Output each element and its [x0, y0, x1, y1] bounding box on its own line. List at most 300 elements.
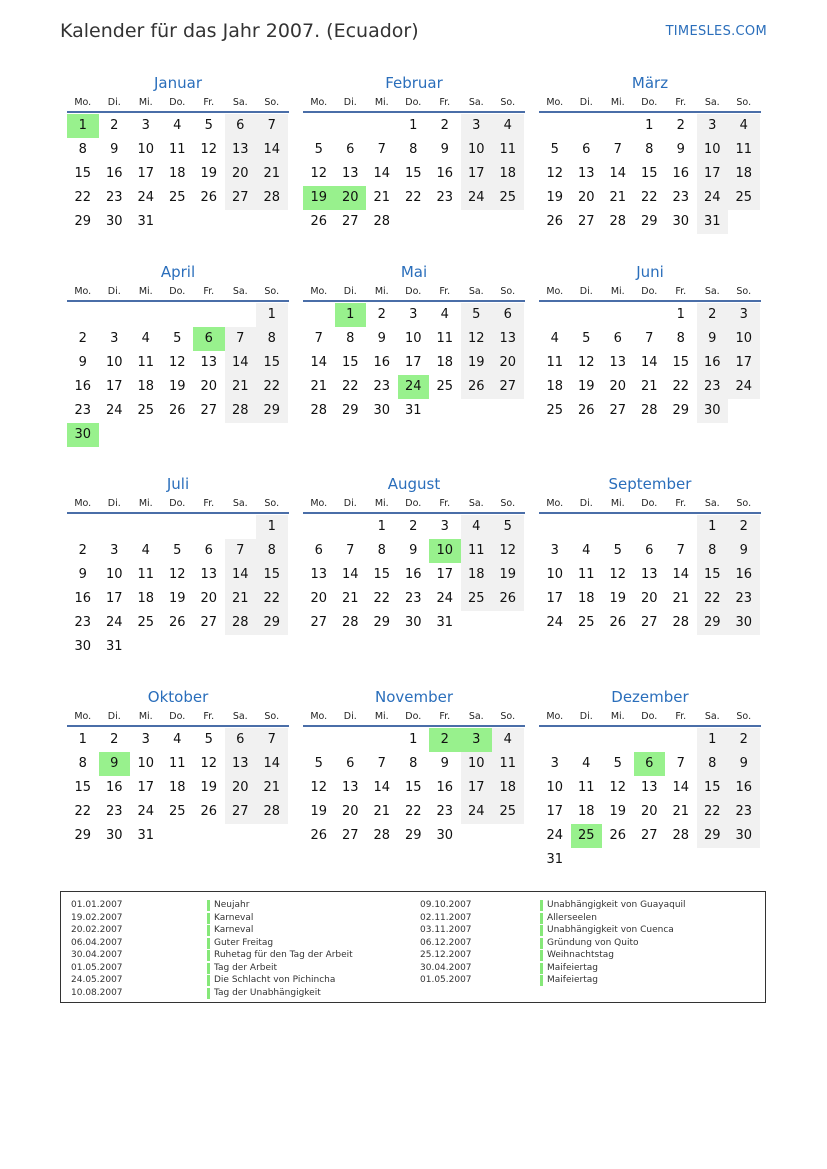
weekend-day-cell: 28	[256, 800, 288, 824]
weekend-day-cell: 28	[225, 611, 257, 635]
weekend-day-cell: 30	[728, 824, 760, 848]
day-cell: 14	[609, 166, 627, 181]
weekend-day-cell: 23	[697, 375, 729, 399]
day-cell: 11	[436, 331, 454, 346]
weekend-day-cell: 17	[728, 351, 760, 375]
day-cell: 11	[137, 567, 155, 582]
weekend-day-cell: 1	[256, 303, 288, 327]
day-cell: 19	[577, 379, 595, 394]
day-cell: 22	[404, 804, 422, 819]
empty-day-cell	[665, 515, 697, 539]
day-cell: 22	[373, 591, 391, 606]
day-cell: 5	[173, 543, 182, 558]
day-cell: 23	[436, 190, 454, 205]
weekend-day-cell: 2	[697, 303, 729, 327]
empty-day-cell	[256, 210, 288, 234]
day-cell: 4	[141, 543, 150, 558]
legend-date: 20.02.2007	[71, 925, 123, 935]
empty-day-cell	[665, 848, 697, 872]
day-cell: 17	[105, 379, 123, 394]
site-logo-text[interactable]: TIMESLES.COM	[665, 24, 767, 39]
legend-holiday-name: Karneval	[214, 925, 254, 935]
weekend-day-cell: 14	[256, 138, 288, 162]
weekday-label: Mi.	[610, 286, 625, 297]
legend-item	[71, 899, 401, 912]
legend-date: 03.11.2007	[420, 925, 472, 935]
day-cell: 30	[105, 828, 123, 843]
weekend-day-cell: 18	[728, 162, 760, 186]
month-11	[539, 687, 761, 872]
weekend-day-cell: 9	[728, 752, 760, 776]
day-cell: 5	[582, 331, 591, 346]
holiday-day-cell: 2	[429, 728, 461, 752]
day-cell: 30	[436, 828, 454, 843]
day-cell: 8	[346, 331, 355, 346]
weekday-label: Do.	[405, 286, 422, 297]
day-cell: 21	[341, 591, 359, 606]
day-cell: 25	[436, 379, 454, 394]
day-cell: 29	[404, 828, 422, 843]
day-cell: 19	[609, 804, 627, 819]
day-cell: 26	[577, 403, 595, 418]
day-cell: 23	[105, 190, 123, 205]
weekday-label: Mi.	[138, 498, 153, 509]
legend-color-marker	[207, 988, 210, 999]
week-row	[539, 162, 761, 186]
week-row	[303, 210, 525, 234]
weekday-label: Do.	[641, 286, 658, 297]
weekday-label: Sa.	[468, 711, 484, 722]
day-cell: 28	[373, 828, 391, 843]
day-cell: 5	[613, 756, 622, 771]
weekday-label: Mi.	[374, 498, 389, 509]
day-cell: 25	[168, 190, 186, 205]
week-row	[539, 587, 761, 611]
day-cell: 13	[341, 780, 359, 795]
legend-date: 01.05.2007	[71, 962, 123, 973]
day-cell: 2	[110, 732, 119, 747]
day-cell: 9	[78, 355, 87, 370]
weekday-label: Mo.	[74, 97, 92, 108]
week-row	[67, 423, 289, 447]
weekend-day-cell: 22	[256, 587, 288, 611]
month-name: September	[608, 475, 692, 493]
day-cell: 26	[546, 214, 564, 229]
day-cell: 28	[373, 214, 391, 229]
weekend-day-cell: 9	[697, 327, 729, 351]
day-cell: 8	[377, 543, 386, 558]
weekend-day-cell: 21	[225, 587, 257, 611]
week-row	[67, 515, 289, 539]
day-cell: 11	[546, 355, 564, 370]
weekend-day-cell: 3	[461, 114, 493, 138]
legend-date: 02.11.2007	[420, 912, 472, 923]
day-cell: 3	[141, 732, 150, 747]
legend-item	[71, 987, 401, 1000]
week-row	[67, 539, 289, 563]
weekend-day-cell: 4	[492, 728, 524, 752]
weekend-day-cell: 5	[492, 515, 524, 539]
weekday-label: Sa.	[704, 711, 720, 722]
day-cell: 18	[137, 591, 155, 606]
day-cell: 18	[436, 355, 454, 370]
week-row	[303, 752, 525, 776]
weekday-label: Fr.	[203, 286, 215, 297]
weekend-day-cell: 13	[492, 327, 524, 351]
day-cell: 16	[105, 166, 123, 181]
day-cell: 8	[676, 331, 685, 346]
weekend-day-cell: 8	[697, 539, 729, 563]
day-cell: 20	[341, 804, 359, 819]
weekend-day-cell: 20	[225, 776, 257, 800]
day-cell: 30	[74, 639, 92, 654]
day-cell: 12	[168, 567, 186, 582]
month-7	[303, 474, 525, 635]
day-cell: 29	[672, 403, 690, 418]
day-cell: 19	[168, 591, 186, 606]
day-cell: 17	[137, 780, 155, 795]
weekend-day-cell: 15	[697, 776, 729, 800]
legend-item	[420, 899, 750, 912]
weekend-day-cell: 16	[697, 351, 729, 375]
weekend-day-cell: 23	[728, 800, 760, 824]
weekend-day-cell: 27	[492, 375, 524, 399]
weekend-day-cell: 25	[728, 186, 760, 210]
day-cell: 31	[404, 403, 422, 418]
weekday-label: Mo.	[546, 286, 564, 297]
weekend-day-cell: 4	[728, 114, 760, 138]
legend-holiday-name: Tag der Arbeit	[214, 962, 278, 973]
day-cell: 5	[314, 142, 323, 157]
empty-day-cell	[461, 399, 493, 423]
month-name: November	[374, 688, 454, 706]
week-row	[67, 635, 289, 659]
empty-day-cell	[697, 848, 729, 872]
day-cell: 6	[314, 543, 323, 558]
empty-day-cell	[665, 728, 697, 752]
week-row	[67, 563, 289, 587]
empty-day-cell	[303, 303, 335, 327]
day-cell: 12	[310, 780, 328, 795]
day-cell: 21	[672, 591, 690, 606]
weekday-label: Do.	[641, 97, 658, 108]
day-cell: 8	[409, 756, 418, 771]
weekend-day-cell: 15	[256, 563, 288, 587]
day-cell: 13	[640, 780, 658, 795]
holiday-day-cell: 3	[461, 728, 493, 752]
weekday-label: Sa.	[232, 711, 248, 722]
day-cell: 19	[168, 379, 186, 394]
weekday-label: Sa.	[704, 498, 720, 509]
empty-day-cell	[225, 635, 257, 659]
day-cell: 8	[645, 142, 654, 157]
legend-item	[71, 949, 401, 962]
day-cell: 31	[436, 615, 454, 630]
day-cell: 18	[577, 804, 595, 819]
day-cell: 13	[609, 355, 627, 370]
week-row	[539, 375, 761, 399]
weekend-day-cell: 3	[728, 303, 760, 327]
empty-day-cell	[99, 423, 131, 447]
weekend-day-cell: 30	[728, 611, 760, 635]
day-cell: 14	[672, 780, 690, 795]
day-cell: 31	[105, 639, 123, 654]
day-cell: 3	[409, 307, 418, 322]
empty-day-cell	[634, 728, 666, 752]
empty-day-cell	[492, 210, 524, 234]
day-cell: 30	[105, 214, 123, 229]
holiday-day-cell: 6	[634, 752, 666, 776]
weekend-day-cell: 26	[461, 375, 493, 399]
week-row	[303, 303, 525, 327]
week-row	[539, 399, 761, 423]
weekday-label: Sa.	[704, 286, 720, 297]
day-cell: 24	[137, 804, 155, 819]
day-cell: 12	[200, 142, 218, 157]
weekend-day-cell: 10	[461, 138, 493, 162]
weekday-label: Mi.	[138, 711, 153, 722]
weekend-day-cell: 12	[461, 327, 493, 351]
holiday-day-cell: 10	[429, 539, 461, 563]
weekend-day-cell: 30	[697, 399, 729, 423]
weekend-day-cell: 3	[697, 114, 729, 138]
day-cell: 15	[341, 355, 359, 370]
empty-day-cell	[303, 515, 335, 539]
day-cell: 8	[78, 142, 87, 157]
weekend-day-cell: 16	[728, 563, 760, 587]
legend-date: 30.04.2007	[420, 962, 472, 973]
weekday-label: Fr.	[675, 286, 687, 297]
weekday-label: Mi.	[374, 286, 389, 297]
legend-holiday-name: Allerseelen	[547, 912, 597, 923]
legend-color-marker	[207, 913, 210, 924]
empty-day-cell	[539, 303, 571, 327]
day-cell: 22	[672, 379, 690, 394]
empty-day-cell	[162, 210, 194, 234]
empty-day-cell	[429, 399, 461, 423]
week-row	[303, 162, 525, 186]
weekend-day-cell: 22	[697, 587, 729, 611]
weekend-day-cell: 10	[697, 138, 729, 162]
weekday-label: Di.	[343, 97, 357, 108]
week-row	[539, 539, 761, 563]
weekday-label: Sa.	[704, 97, 720, 108]
day-cell: 6	[204, 543, 213, 558]
empty-day-cell	[571, 515, 603, 539]
weekday-label: Sa.	[468, 286, 484, 297]
weekend-day-cell: 26	[492, 587, 524, 611]
day-cell: 23	[672, 190, 690, 205]
day-cell: 24	[546, 615, 564, 630]
empty-day-cell	[571, 848, 603, 872]
legend-item	[71, 912, 401, 925]
empty-day-cell	[539, 728, 571, 752]
holiday-day-cell: 20	[335, 186, 367, 210]
day-cell: 27	[609, 403, 627, 418]
week-row	[67, 375, 289, 399]
day-cell: 11	[168, 142, 186, 157]
legend-column-right	[420, 899, 750, 987]
day-cell: 1	[78, 732, 87, 747]
weekday-label: Mo.	[74, 711, 92, 722]
day-cell: 21	[373, 804, 391, 819]
empty-day-cell	[225, 824, 257, 848]
weekend-day-cell: 13	[225, 752, 257, 776]
week-row	[539, 303, 761, 327]
empty-day-cell	[99, 515, 131, 539]
week-row	[303, 515, 525, 539]
month-name: Mai	[400, 263, 428, 281]
week-row	[67, 327, 289, 351]
weekday-label: Sa.	[232, 498, 248, 509]
weekend-day-cell: 18	[461, 563, 493, 587]
day-cell: 14	[341, 567, 359, 582]
weekend-day-cell: 28	[225, 399, 257, 423]
empty-day-cell	[162, 635, 194, 659]
day-cell: 2	[78, 331, 87, 346]
weekend-day-cell: 15	[256, 351, 288, 375]
empty-day-cell	[162, 824, 194, 848]
legend-date: 24.05.2007	[71, 975, 123, 985]
holiday-legend	[60, 891, 766, 1003]
weekday-header	[67, 496, 289, 514]
day-cell: 12	[577, 355, 595, 370]
day-cell: 14	[640, 355, 658, 370]
day-cell: 7	[377, 142, 386, 157]
day-cell: 20	[200, 379, 218, 394]
empty-day-cell	[539, 515, 571, 539]
day-cell: 27	[640, 828, 658, 843]
empty-day-cell	[492, 824, 524, 848]
day-cell: 26	[200, 190, 218, 205]
day-cell: 19	[200, 780, 218, 795]
legend-color-marker	[540, 913, 543, 924]
day-cell: 12	[310, 166, 328, 181]
day-cell: 28	[640, 403, 658, 418]
week-row	[539, 351, 761, 375]
weekday-label: Fr.	[675, 498, 687, 509]
week-row	[67, 303, 289, 327]
empty-day-cell	[366, 114, 398, 138]
day-cell: 15	[640, 166, 658, 181]
weekday-label: Di.	[107, 286, 121, 297]
weekday-label: Di.	[107, 711, 121, 722]
day-cell: 29	[74, 214, 92, 229]
weekday-label: Sa.	[232, 97, 248, 108]
weekday-label: Mi.	[138, 97, 153, 108]
day-cell: 10	[137, 142, 155, 157]
empty-day-cell	[256, 824, 288, 848]
empty-day-cell	[461, 824, 493, 848]
day-cell: 29	[341, 403, 359, 418]
weekend-day-cell: 1	[697, 515, 729, 539]
day-cell: 30	[672, 214, 690, 229]
weekday-label: Di.	[579, 286, 593, 297]
week-row	[303, 375, 525, 399]
day-cell: 6	[613, 331, 622, 346]
legend-holiday-name: Maifeiertag	[547, 975, 598, 985]
weekday-label: Di.	[579, 97, 593, 108]
day-cell: 27	[577, 214, 595, 229]
day-cell: 26	[200, 804, 218, 819]
weekday-label: So.	[500, 498, 516, 509]
week-row	[67, 800, 289, 824]
weekend-day-cell: 5	[461, 303, 493, 327]
weekend-day-cell: 6	[492, 303, 524, 327]
day-cell: 15	[404, 780, 422, 795]
month-8	[539, 474, 761, 635]
weekend-day-cell: 27	[225, 800, 257, 824]
weekday-header	[539, 95, 761, 113]
week-row	[303, 138, 525, 162]
weekend-day-cell: 16	[728, 776, 760, 800]
week-row	[303, 728, 525, 752]
holiday-day-cell: 24	[398, 375, 430, 399]
day-cell: 5	[204, 118, 213, 133]
weekend-day-cell: 8	[256, 327, 288, 351]
day-cell: 23	[105, 804, 123, 819]
weekday-label: Mi.	[610, 498, 625, 509]
weekend-day-cell: 11	[728, 138, 760, 162]
week-row	[303, 800, 525, 824]
weekday-label: Mo.	[74, 286, 92, 297]
weekday-label: So.	[264, 498, 280, 509]
weekend-day-cell: 29	[697, 611, 729, 635]
week-row	[539, 563, 761, 587]
day-cell: 9	[440, 142, 449, 157]
day-cell: 3	[440, 519, 449, 534]
day-cell: 28	[341, 615, 359, 630]
empty-day-cell	[728, 210, 760, 234]
day-cell: 23	[436, 804, 454, 819]
weekend-day-cell: 4	[492, 114, 524, 138]
day-cell: 12	[200, 756, 218, 771]
legend-holiday-name: Weihnachtstag	[547, 950, 614, 960]
day-cell: 11	[577, 780, 595, 795]
week-row	[539, 848, 761, 872]
week-row	[67, 824, 289, 848]
month-1	[303, 73, 525, 234]
weekend-day-cell: 24	[728, 375, 760, 399]
day-cell: 17	[404, 355, 422, 370]
day-cell: 15	[672, 355, 690, 370]
weekday-label: Do.	[405, 711, 422, 722]
weekend-day-cell: 4	[461, 515, 493, 539]
empty-day-cell	[193, 423, 225, 447]
day-cell: 20	[640, 804, 658, 819]
day-cell: 16	[74, 591, 92, 606]
day-cell: 23	[74, 615, 92, 630]
legend-holiday-name: Ruhetag für den Tag der Arbeit	[214, 950, 353, 960]
weekday-label: Fr.	[439, 97, 451, 108]
month-9	[67, 687, 289, 848]
weekday-label: Di.	[107, 498, 121, 509]
empty-day-cell	[99, 303, 131, 327]
empty-day-cell	[571, 114, 603, 138]
weekend-day-cell: 9	[728, 539, 760, 563]
legend-item	[420, 937, 750, 950]
weekend-day-cell: 29	[697, 824, 729, 848]
day-cell: 11	[577, 567, 595, 582]
empty-day-cell	[193, 515, 225, 539]
weekend-day-cell: 6	[225, 728, 257, 752]
empty-day-cell	[130, 423, 162, 447]
weekend-day-cell: 23	[728, 587, 760, 611]
day-cell: 29	[74, 828, 92, 843]
day-cell: 7	[314, 331, 323, 346]
empty-day-cell	[539, 114, 571, 138]
weekday-label: So.	[264, 286, 280, 297]
